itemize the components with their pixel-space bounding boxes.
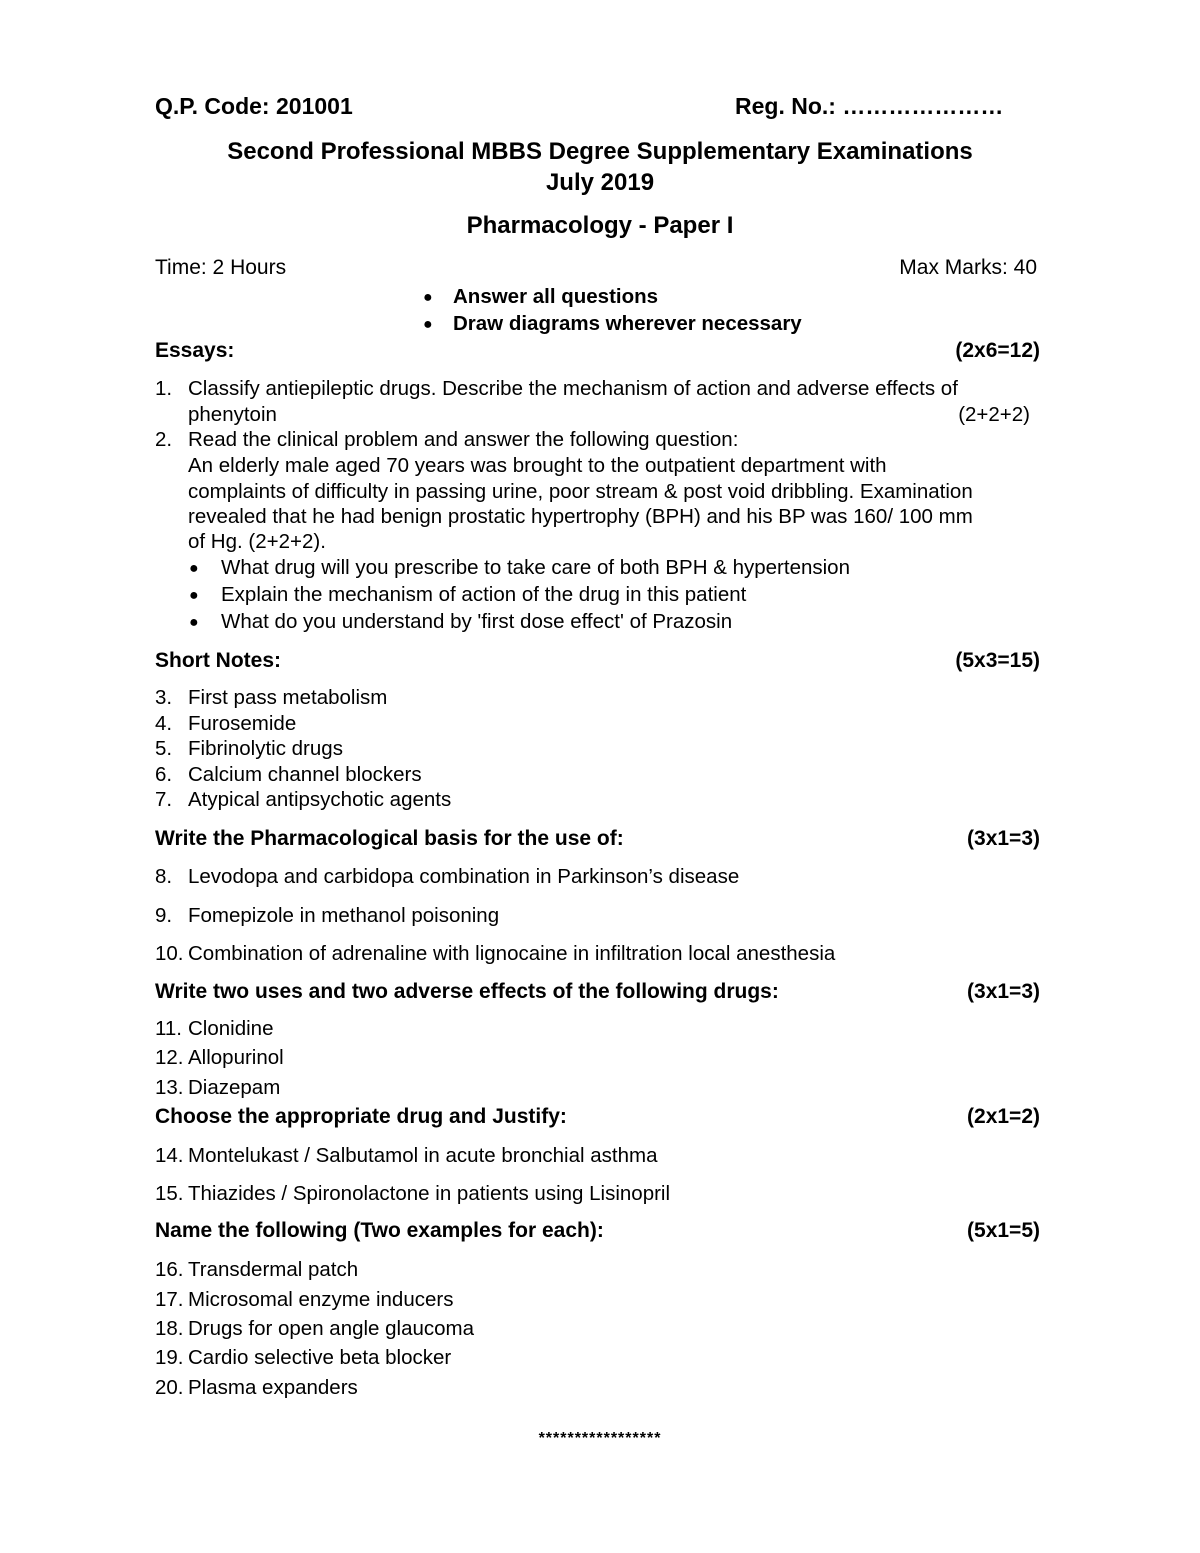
section-marks: (5x1=5) [967, 1219, 1040, 1242]
sub-question: Explain the mechanism of action of the drug in this patient [221, 583, 747, 606]
question-text: Fomepizole in methanol poisoning [188, 904, 500, 927]
bullet-icon: ● [423, 316, 433, 333]
section-marks: (2x6=12) [955, 339, 1040, 362]
section-heading: Choose the appropriate drug and Justify: [155, 1105, 567, 1128]
question-text: Levodopa and carbidopa combination in Parkinson’s disease [188, 865, 740, 888]
exam-title: Second Professional MBBS Degree Supplementary Examinations [227, 138, 973, 165]
qp-code: Q.P. Code: 201001 [155, 93, 353, 119]
question-text: complaints of difficulty in passing urine, poor stream & post void dribbling. Examination [188, 480, 973, 503]
question-text: Combination of adrenaline with lignocaine in infiltration local anesthesia [188, 942, 836, 965]
question-number: 11. [155, 1017, 182, 1040]
exam-date: July 2019 [545, 169, 655, 196]
section-marks: (3x1=3) [967, 980, 1040, 1003]
section-heading: Write two uses and two adverse effects of the following drugs: [155, 980, 779, 1003]
question-text: Drugs for open angle glaucoma [188, 1317, 475, 1340]
time: Time: 2 Hours [155, 256, 287, 279]
question-text: Plasma expanders [188, 1376, 358, 1399]
question-number: 2. [155, 428, 173, 451]
question-text: Classify antiepileptic drugs. Describe the mechanism of action and adverse effects of [188, 377, 958, 400]
question-number: 9. [155, 904, 173, 927]
question-text: An elderly male aged 70 years was brought to the outpatient department with [188, 454, 887, 477]
question-number: 7. [155, 788, 173, 811]
question-text: revealed that he had benign prostatic hypertrophy (BPH) and his BP was 160/ 100 mm [188, 505, 973, 528]
question-marks: (2+2+2) [958, 403, 1030, 426]
question-number: 13. [155, 1076, 184, 1099]
question-number: 20. [155, 1376, 184, 1399]
end-mark: ***************** [538, 1430, 662, 1447]
instruction-1: Answer all questions [453, 285, 659, 308]
question-number: 16. [155, 1258, 184, 1281]
question-number: 15. [155, 1182, 184, 1205]
bullet-icon: ● [189, 614, 199, 631]
question-number: 14. [155, 1144, 184, 1167]
question-text: phenytoin [188, 403, 277, 426]
sub-question: What drug will you prescribe to take care of both BPH & hypertension [221, 556, 850, 579]
instruction-2: Draw diagrams wherever necessary [453, 312, 802, 335]
question-number: 5. [155, 737, 173, 760]
question-number: 6. [155, 763, 173, 786]
bullet-icon: ● [189, 560, 199, 577]
bullet-icon: ● [189, 587, 199, 604]
question-text: Cardio selective beta blocker [188, 1346, 452, 1369]
question-text: First pass metabolism [188, 686, 388, 709]
question-number: 12. [155, 1046, 184, 1069]
question-text: Atypical antipsychotic agents [188, 788, 452, 811]
section-marks: (3x1=3) [967, 827, 1040, 850]
question-text: Read the clinical problem and answer the following question: [188, 428, 739, 451]
bullet-icon: ● [423, 289, 433, 306]
question-number: 1. [155, 377, 173, 400]
question-number: 4. [155, 712, 173, 735]
section-heading: Name the following (Two examples for each): [155, 1219, 604, 1242]
section-marks: (2x1=2) [967, 1105, 1040, 1128]
question-text: Allopurinol [188, 1046, 284, 1069]
question-text: Thiazides / Spironolactone in patients using Lisinopril [188, 1182, 671, 1205]
section-heading: Write the Pharmacological basis for the use of: [155, 827, 624, 850]
question-number: 3. [155, 686, 173, 709]
max-marks: Max Marks: 40 [899, 256, 1037, 279]
question-text: Clonidine [188, 1017, 274, 1040]
question-text: Montelukast / Salbutamol in acute bronchial asthma [188, 1144, 658, 1167]
question-text: Transdermal patch [188, 1258, 359, 1281]
reg-no: Reg. No.: ………………… [735, 93, 1004, 119]
question-text: Diazepam [188, 1076, 281, 1099]
question-text: Furosemide [188, 712, 297, 735]
sub-question: What do you understand by 'first dose effect' of Prazosin [221, 610, 733, 633]
paper-name: Pharmacology - Paper I [466, 212, 734, 239]
question-number: 19. [155, 1346, 184, 1369]
question-number: 18. [155, 1317, 184, 1340]
question-text: of Hg. (2+2+2). [188, 530, 326, 553]
question-number: 10. [155, 942, 184, 965]
section-heading: Essays: [155, 339, 235, 362]
section-heading: Short Notes: [155, 649, 281, 672]
question-text: Calcium channel blockers [188, 763, 422, 786]
question-number: 8. [155, 865, 173, 888]
question-number: 17. [155, 1288, 184, 1311]
question-text: Microsomal enzyme inducers [188, 1288, 454, 1311]
question-text: Fibrinolytic drugs [188, 737, 343, 760]
section-marks: (5x3=15) [955, 649, 1040, 672]
